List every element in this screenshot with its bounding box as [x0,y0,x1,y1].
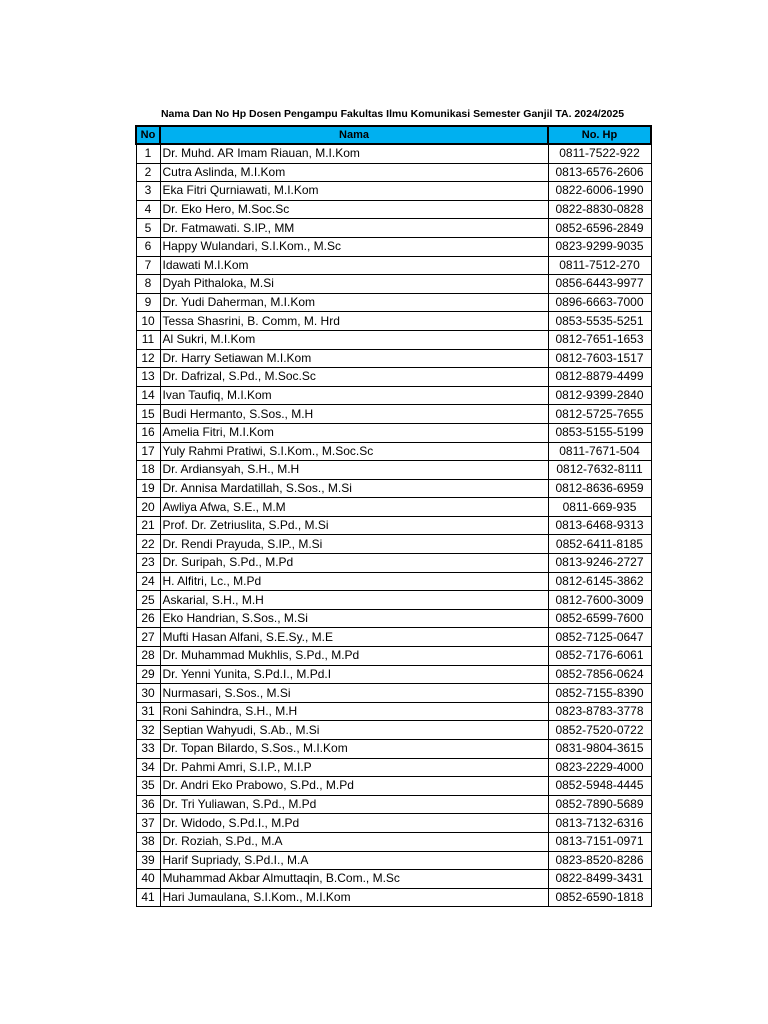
lecturer-table [135,125,652,907]
table-row [136,275,651,294]
row-number: 30 [136,684,160,703]
lecturer-name: Tessa Shasrini, B. Comm, M. Hrd [160,312,548,331]
phone-number: 0812-8636-6959 [548,479,651,498]
lecturer-name: Dr. Annisa Mardatillah, S.Sos., M.Si [160,479,548,498]
row-number: 17 [136,442,160,461]
row-number: 16 [136,423,160,442]
row-number: 21 [136,516,160,535]
table-header-row [136,126,651,144]
phone-number: 0823-8520-8286 [548,851,651,870]
lecturer-name: Idawati M.I.Kom [160,256,548,275]
table-row [136,163,651,182]
lecturer-name: Happy Wulandari, S.I.Kom., M.Sc [160,237,548,256]
row-number: 3 [136,182,160,201]
table-row [136,405,651,424]
phone-number: 0852-5948-4445 [548,777,651,796]
row-number: 27 [136,628,160,647]
phone-number: 0822-8830-0828 [548,200,651,219]
phone-number: 0852-7890-5689 [548,795,651,814]
table-row [136,572,651,591]
table-body [136,144,651,907]
lecturer-name: Dr. Harry Setiawan M.I.Kom [160,349,548,368]
table-row [136,702,651,721]
row-number: 32 [136,721,160,740]
phone-number: 0813-7132-6316 [548,814,651,833]
phone-number: 0852-7520-0722 [548,721,651,740]
lecturer-name: Budi Hermanto, S.Sos., M.H [160,405,548,424]
row-number: 5 [136,219,160,238]
phone-number: 0811-669-935 [548,498,651,517]
row-number: 15 [136,405,160,424]
row-number: 28 [136,647,160,666]
table-row [136,219,651,238]
lecturer-name: Dr. Roziah, S.Pd., M.A [160,832,548,851]
table-row [136,312,651,331]
lecturer-name: Nurmasari, S.Sos., M.Si [160,684,548,703]
table-row [136,423,651,442]
table-row [136,665,651,684]
table-row [136,200,651,219]
lecturer-name: Amelia Fitri, M.I.Kom [160,423,548,442]
row-number: 7 [136,256,160,275]
lecturer-name: Yuly Rahmi Pratiwi, S.I.Kom., M.Soc.Sc [160,442,548,461]
row-number: 4 [136,200,160,219]
phone-number: 0852-6590-1818 [548,888,651,907]
row-number: 6 [136,237,160,256]
row-number: 23 [136,554,160,573]
row-number: 18 [136,461,160,480]
lecturer-name: Muhammad Akbar Almuttaqin, B.Com., M.Sc [160,870,548,889]
column-header-name: Nama [160,126,548,144]
phone-number: 0852-6599-7600 [548,609,651,628]
lecturer-name: Dr. Pahmi Amri, S.I.P., M.I.P [160,758,548,777]
phone-number: 0853-5535-5251 [548,312,651,331]
row-number: 1 [136,144,160,163]
column-header-phone: No. Hp [548,126,651,144]
phone-number: 0831-9804-3615 [548,740,651,759]
row-number: 9 [136,293,160,312]
phone-number: 0812-5725-7655 [548,405,651,424]
lecturer-name: Harif Supriady, S.Pd.I., M.A [160,851,548,870]
row-number: 20 [136,498,160,517]
phone-number: 0813-7151-0971 [548,832,651,851]
row-number: 33 [136,740,160,759]
table-row [136,684,651,703]
phone-number: 0896-6663-7000 [548,293,651,312]
lecturer-name: Dr. Rendi Prayuda, S.IP., M.Si [160,535,548,554]
table-row [136,182,651,201]
table-row [136,535,651,554]
row-number: 39 [136,851,160,870]
lecturer-name: Cutra Aslinda, M.I.Kom [160,163,548,182]
lecturer-name: Dyah Pithaloka, M.Si [160,275,548,294]
phone-number: 0813-9246-2727 [548,554,651,573]
lecturer-name: Dr. Eko Hero, M.Soc.Sc [160,200,548,219]
table-row [136,740,651,759]
phone-number: 0822-8499-3431 [548,870,651,889]
row-number: 37 [136,814,160,833]
table-row [136,777,651,796]
phone-number: 0822-6006-1990 [548,182,651,201]
lecturer-name: Mufti Hasan Alfani, S.E.Sy., M.E [160,628,548,647]
table-row [136,386,651,405]
row-number: 35 [136,777,160,796]
lecturer-name: Eko Handrian, S.Sos., M.Si [160,609,548,628]
row-number: 29 [136,665,160,684]
table-row [136,591,651,610]
lecturer-name: Dr. Topan Bilardo, S.Sos., M.I.Kom [160,740,548,759]
row-number: 34 [136,758,160,777]
lecturer-name: Dr. Yudi Daherman, M.I.Kom [160,293,548,312]
table-row [136,461,651,480]
lecturer-name: H. Alfitri, Lc., M.Pd [160,572,548,591]
lecturer-name: Roni Sahindra, S.H., M.H [160,702,548,721]
lecturer-name: Dr. Muhd. AR Imam Riauan, M.I.Kom [160,144,548,163]
lecturer-name: Dr. Tri Yuliawan, S.Pd., M.Pd [160,795,548,814]
phone-number: 0812-7600-3009 [548,591,651,610]
row-number: 40 [136,870,160,889]
phone-number: 0813-6468-9313 [548,516,651,535]
phone-number: 0852-7125-0647 [548,628,651,647]
table-row [136,721,651,740]
row-number: 24 [136,572,160,591]
table-row [136,479,651,498]
phone-number: 0812-9399-2840 [548,386,651,405]
row-number: 2 [136,163,160,182]
phone-number: 0852-7155-8390 [548,684,651,703]
phone-number: 0812-7603-1517 [548,349,651,368]
phone-number: 0852-7176-6061 [548,647,651,666]
table-row [136,795,651,814]
phone-number: 0812-8879-4499 [548,368,651,387]
table-row [136,758,651,777]
row-number: 36 [136,795,160,814]
table-row [136,628,651,647]
table-row [136,368,651,387]
document-title: Nama Dan No Hp Dosen Pengampu Fakultas Ilmu Komunikasi Semester Ganjil TA. 2024/2025 [160,108,625,120]
lecturer-name: Dr. Yenni Yunita, S.Pd.I., M.Pd.I [160,665,548,684]
table-row [136,647,651,666]
lecturer-name: Ivan Taufiq, M.I.Kom [160,386,548,405]
phone-number: 0812-7651-1653 [548,330,651,349]
table-row [136,516,651,535]
phone-number: 0852-7856-0624 [548,665,651,684]
table-row [136,237,651,256]
phone-number: 0812-7632-8111 [548,461,651,480]
row-number: 11 [136,330,160,349]
table-row [136,609,651,628]
table-row [136,888,651,907]
table-row [136,851,651,870]
lecturer-name: Dr. Muhammad Mukhlis, S.Pd., M.Pd [160,647,548,666]
table-row [136,144,651,163]
phone-number: 0813-6576-2606 [548,163,651,182]
lecturer-name: Dr. Suripah, S.Pd., M.Pd [160,554,548,573]
lecturer-name: Hari Jumaulana, S.I.Kom., M.I.Kom [160,888,548,907]
row-number: 26 [136,609,160,628]
row-number: 31 [136,702,160,721]
row-number: 8 [136,275,160,294]
table-row [136,832,651,851]
table-row [136,498,651,517]
phone-number: 0853-5155-5199 [548,423,651,442]
phone-number: 0823-8783-3778 [548,702,651,721]
phone-number: 0856-6443-9977 [548,275,651,294]
lecturer-name: Prof. Dr. Zetriuslita, S.Pd., M.Si [160,516,548,535]
row-number: 41 [136,888,160,907]
lecturer-name: Dr. Ardiansyah, S.H., M.H [160,461,548,480]
table-row [136,554,651,573]
phone-number: 0811-7512-270 [548,256,651,275]
row-number: 14 [136,386,160,405]
table-row [136,814,651,833]
table-row [136,870,651,889]
table-row [136,349,651,368]
row-number: 13 [136,368,160,387]
lecturer-name: Dr. Widodo, S.Pd.I., M.Pd [160,814,548,833]
row-number: 25 [136,591,160,610]
row-number: 19 [136,479,160,498]
lecturer-name: Septian Wahyudi, S.Ab., M.Si [160,721,548,740]
phone-number: 0852-6596-2849 [548,219,651,238]
table-row [136,330,651,349]
row-number: 38 [136,832,160,851]
lecturer-name: Awliya Afwa, S.E., M.M [160,498,548,517]
table-row [136,442,651,461]
phone-number: 0823-2229-4000 [548,758,651,777]
column-header-no: No [136,126,160,144]
lecturer-name: Dr. Fatmawati. S.IP., MM [160,219,548,238]
table-row [136,256,651,275]
phone-number: 0811-7522-922 [548,144,651,163]
phone-number: 0823-9299-9035 [548,237,651,256]
row-number: 10 [136,312,160,331]
lecturer-name: Askarial, S.H., M.H [160,591,548,610]
phone-number: 0812-6145-3862 [548,572,651,591]
phone-number: 0811-7671-504 [548,442,651,461]
lecturer-name: Dr. Dafrizal, S.Pd., M.Soc.Sc [160,368,548,387]
phone-number: 0852-6411-8185 [548,535,651,554]
lecturer-name: Al Sukri, M.I.Kom [160,330,548,349]
table-row [136,293,651,312]
lecturer-name: Dr. Andri Eko Prabowo, S.Pd., M.Pd [160,777,548,796]
lecturer-name: Eka Fitri Qurniawati, M.I.Kom [160,182,548,201]
row-number: 12 [136,349,160,368]
row-number: 22 [136,535,160,554]
